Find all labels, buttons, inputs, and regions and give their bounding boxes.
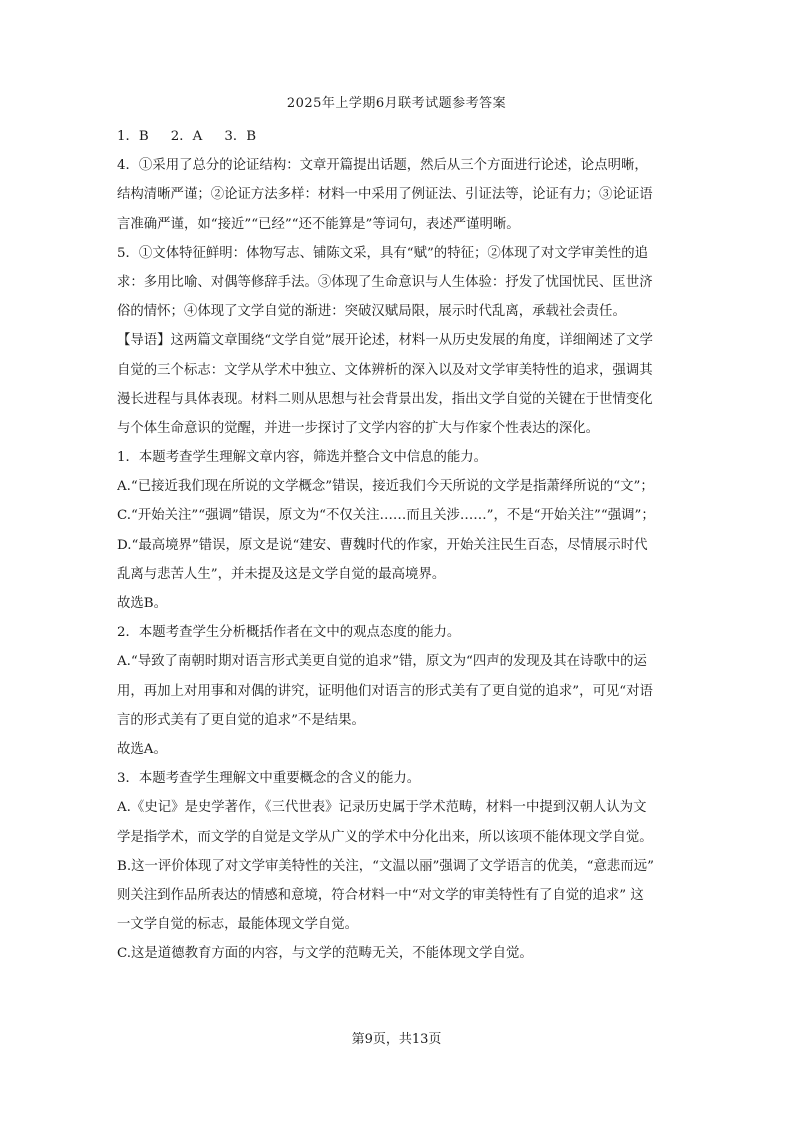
text-line: 学是指学术，而文学的自觉是文学从广义的学术中分化出来，所以该项不能体现文学自觉。 [117,829,653,845]
text-line: 自觉的三个标志：文学从学术中独立、文体辨析的深入以及对文学审美特性的追求，强调其 [117,362,653,378]
text-line: 俗的情怀；④体现了文学自觉的渐进：突破汉赋局限，展示时代乱离，承载社会责任。 [117,304,626,320]
text-line: 用，再加上对用事和对偶的讲究，证明他们对语言的形式美有了更自觉的追求”，可见“对语 [117,683,653,699]
page-number: 第9页，共13页 [351,1032,442,1047]
text-line: 【导语】这两篇文章围绕“文学自觉”展开论述，材料一从历史发展的角度，详细阐述了文学 [117,333,653,349]
text-line: 则关注到作品所表达的情感和意境，符合材料一中“对文学的审美特性有了自觉的追求” 这 [117,887,644,903]
text-line: 乱离与悲苦人生”，并未提及这是文学自觉的最高境界。 [117,566,446,582]
text-line: D.“最高境界”错误，原文是说“建安、曹魏时代的作家，开始关注民生百态，尽情展示时代 [117,537,648,553]
answer-3: 3．B [224,129,257,144]
text-line: 故选A。 [117,741,167,757]
text-line: B.这一评价体现了对文学审美特性的关注，“文温以丽”强调了文学语言的优美，“意悲而远” [117,858,654,874]
answer-content [117,122,683,968]
text-line: A.《史记》是史学著作，《三代世表》记录历史属于学术范畴，材料一中提到汉朝人认为文 [117,800,647,816]
text-line: C.这是道德教育方面的内容，与文学的范畴无关，不能体现文学自觉。 [117,946,533,962]
page-title: 2025年上学期6月联考试题参考答案 [286,96,507,111]
text-line: 言的形式美有了更自觉的追求”不是结果。 [117,712,365,728]
text-line: 与个体生命意识的觉醒，并进一步探讨了文学内容的扩大与作家个性表达的深化。 [117,420,600,436]
text-line: 2．本题考查学生分析概括作者在文中的观点态度的能力。 [117,625,461,641]
text-line: A.“已接近我们现在所说的文学概念”错误，接近我们今天所说的文学是指萧绎所说的“文”； [117,479,654,495]
text-line: 5．①文体特征鲜明：体物写志、铺陈文采，具有“赋”的特征；②体现了对文学审美性的追 [117,245,649,261]
text-line: 1．本题考查学生理解文章内容，筛选并整合文中信息的能力。 [117,450,488,466]
text-line: 4．①采用了总分的论证结构：文章开篇提出话题，然后从三个方面进行论述，论点明晰， [117,158,648,174]
text-line: 言准确严谨，如“接近”“已经”“还不能算是”等词句，表述严谨明晰。 [117,216,520,232]
text-line: 3．本题考查学生理解文中重要概念的含义的能力。 [117,771,421,787]
text-line: A.“导致了南朝时期对语言形式美更自觉的追求”错，原文为“四声的发现及其在诗歌中的运 [117,654,647,670]
answer-1: 1．B [117,129,149,144]
choice-answers-line [117,122,683,151]
text-line: 一文学自觉的标志，最能体现文学自觉。 [117,917,359,933]
text-line: 漫长进程与具体表现。材料二则从思想与社会背景出发，指出文学自觉的关键在于世情变化 [117,391,653,407]
text-line: 故选B。 [117,596,168,611]
text-line: 求：多用比喻、对偶等修辞手法。③体现了生命意识与人生体验：抒发了忧国忧民、匡世济 [117,274,653,290]
text-line: C.“开始关注”“强调”错误，原文为“不仅关注……而且关涉……”，不是“开始关注”“强调”； [117,508,655,524]
answer-2: 2．A [170,129,203,144]
text-line: 结构清晰严谨；②论证方法多样：材料一中采用了例证法、引证法等，论证有力；③论证语 [117,187,653,203]
